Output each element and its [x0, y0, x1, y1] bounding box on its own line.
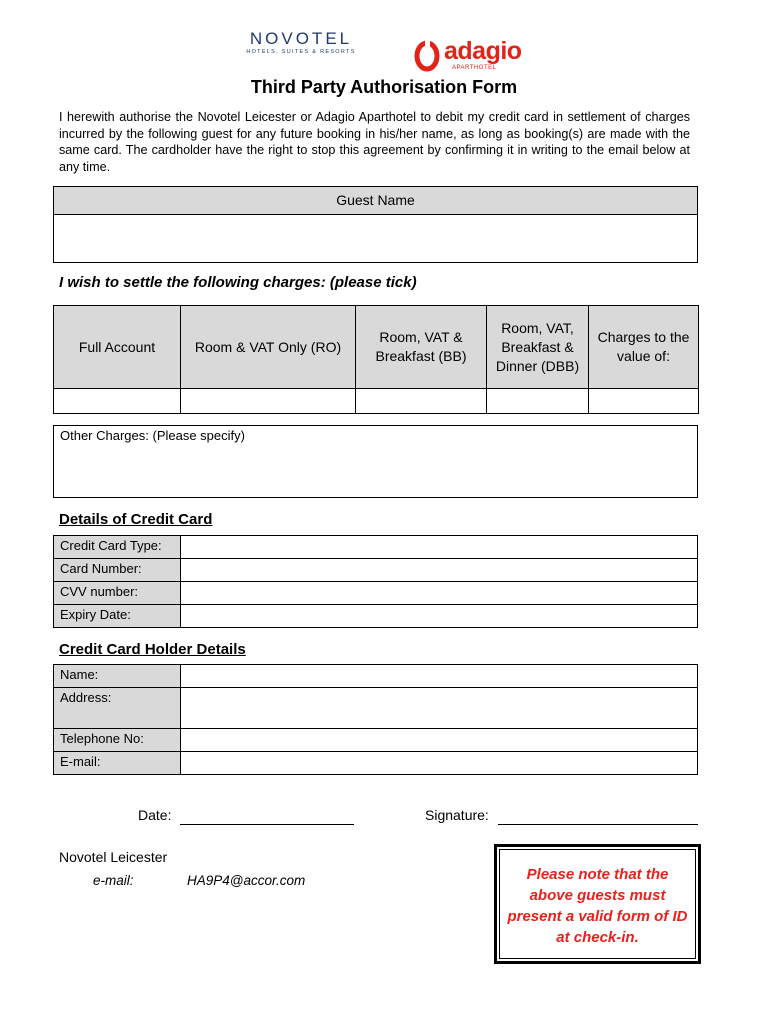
- expiry-date-input[interactable]: [181, 605, 698, 628]
- novotel-logo-name: NOVOTEL: [249, 29, 353, 48]
- other-charges-label: Other Charges: (Please specify): [60, 428, 245, 443]
- holder-address-input[interactable]: [181, 688, 698, 729]
- adagio-logo-name: adagio: [444, 37, 522, 65]
- card-holder-table: [53, 664, 698, 775]
- holder-telephone-label: Telephone No:: [54, 729, 181, 752]
- holder-name-label: Name:: [54, 665, 181, 688]
- novotel-logo-tagline: HOTELS, SUITES & RESORTS: [246, 49, 356, 55]
- charge-option-room-only: Room & VAT Only (RO): [181, 306, 356, 389]
- card-number-input[interactable]: [181, 559, 698, 582]
- tick-room-only[interactable]: [181, 389, 356, 414]
- card-type-input[interactable]: [181, 536, 698, 559]
- adagio-logo-tagline: APARTHOTEL: [452, 65, 497, 71]
- other-charges-box[interactable]: [53, 425, 698, 498]
- charge-option-full-account: Full Account: [54, 306, 181, 389]
- adagio-logo: [414, 37, 544, 79]
- holder-email-input[interactable]: [181, 752, 698, 775]
- holder-telephone-input[interactable]: [181, 729, 698, 752]
- charges-value-input[interactable]: [589, 389, 699, 414]
- holder-email-label: E-mail:: [54, 752, 181, 775]
- date-label: Date:: [138, 807, 172, 823]
- charges-table: [53, 305, 699, 414]
- charge-option-value: Charges to the value of:: [589, 306, 699, 389]
- charge-option-bed-breakfast: Room, VAT & Breakfast (BB): [356, 306, 487, 389]
- signature-input-line[interactable]: [498, 824, 698, 825]
- guest-name-header: Guest Name: [54, 187, 697, 215]
- tick-dinner-bed-breakfast[interactable]: [487, 389, 589, 414]
- cvv-input[interactable]: [181, 582, 698, 605]
- contact-email-label: e-mail:: [93, 873, 134, 888]
- charges-heading: I wish to settle the following charges: (please tick): [59, 274, 417, 291]
- tick-full-account[interactable]: [54, 389, 181, 414]
- intro-paragraph: I herewith authorise the Novotel Leicester or Adagio Aparthotel to debit my credit card in settlement of charges incurred by the following guest for any future booking in his/her name, as long as booking(s) are made with the same card. The cardholder have the right to stop this agreement by confirming it in writing to the email below at any time.: [59, 110, 690, 174]
- novotel-logo: [236, 30, 366, 56]
- cvv-label: CVV number:: [54, 582, 181, 605]
- contact-email[interactable]: HA9P4@accor.com: [187, 873, 306, 888]
- adagio-ring-icon: [414, 39, 444, 73]
- signature-label: Signature:: [425, 807, 489, 823]
- credit-card-table: [53, 535, 698, 628]
- guest-name-input[interactable]: [54, 214, 697, 262]
- id-notice-box: [494, 844, 701, 964]
- page-title: Third Party Authorisation Form: [250, 77, 518, 97]
- expiry-date-label: Expiry Date:: [54, 605, 181, 628]
- credit-card-heading: Details of Credit Card: [59, 511, 213, 528]
- date-input-line[interactable]: [180, 824, 354, 825]
- card-type-label: Credit Card Type:: [54, 536, 181, 559]
- holder-address-label: Address:: [54, 688, 181, 729]
- card-number-label: Card Number:: [54, 559, 181, 582]
- holder-name-input[interactable]: [181, 665, 698, 688]
- tick-bed-breakfast[interactable]: [356, 389, 487, 414]
- id-notice-text: Please note that the above guests must present a valid form of ID at check-in.: [507, 866, 688, 946]
- guest-name-box: [53, 186, 698, 263]
- charge-option-dinner-bed-breakfast: Room, VAT, Breakfast & Dinner (DBB): [487, 306, 589, 389]
- hotel-name: Novotel Leicester: [59, 849, 168, 865]
- card-holder-heading: Credit Card Holder Details: [59, 641, 246, 658]
